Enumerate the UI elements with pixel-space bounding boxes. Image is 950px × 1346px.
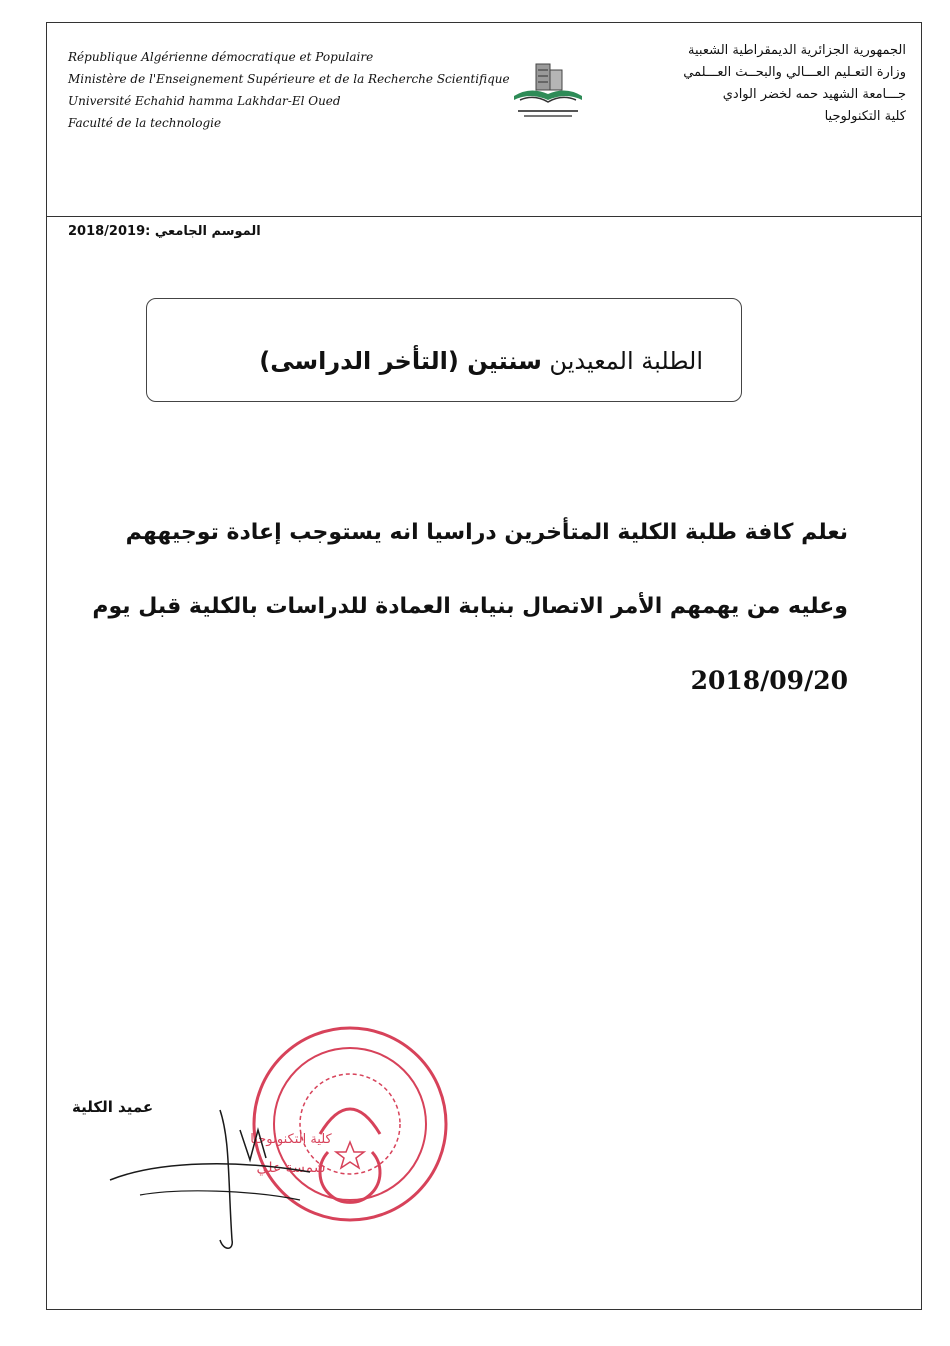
body-line-2: وعليه من يهمهم الأمر الاتصال بنيابة العمادة للدراسات بالكلية قبل يوم	[92, 594, 848, 619]
header-ar-line: كلية التكنولوجيا	[824, 109, 906, 124]
title-box	[146, 298, 742, 402]
header-divider	[46, 216, 922, 217]
header-ar-line: وزارة التعـليم العـــالي والبحــث العـــلمي	[683, 65, 906, 80]
title-part2: سنتين (التأخر الدراسى)	[259, 347, 542, 375]
stamp-name: شمسة علي	[256, 1160, 326, 1176]
header-fr-line: République Algérienne démocratique et Populaire	[68, 50, 374, 64]
header-fr-line: Université Echahid hamma Lakhdar-El Oued	[68, 94, 341, 108]
header-ar-line: جـــامعة الشهيد حمه لخضر الوادي	[722, 87, 906, 102]
header-fr-line: Faculté de la technologie	[68, 116, 222, 130]
academic-year: الموسم الجامعي :2018/2019	[68, 224, 261, 239]
header-french	[68, 46, 508, 134]
notice-title	[147, 347, 703, 375]
body-line-1: نعلم كافة طلبة الكلية المتأخرين دراسيا انه يستوجب إعادة توجيههم	[125, 520, 848, 545]
header-arabic	[576, 40, 906, 128]
deadline-date: 2018/09/20	[690, 666, 848, 695]
dean-label: عميد الكلية	[72, 1098, 154, 1116]
title-part1: الطلبة المعيدين	[541, 347, 703, 375]
stamp-faculty: كلية التكنولوجيا	[250, 1132, 332, 1147]
handwritten-signature	[100, 1100, 330, 1260]
header-fr-line: Ministère de l'Enseignement Supérieure et de la Recherche Scientifique	[68, 72, 510, 86]
header-ar-line: الجمهورية الجزائرية الديمقراطية الشعبية	[688, 43, 906, 58]
